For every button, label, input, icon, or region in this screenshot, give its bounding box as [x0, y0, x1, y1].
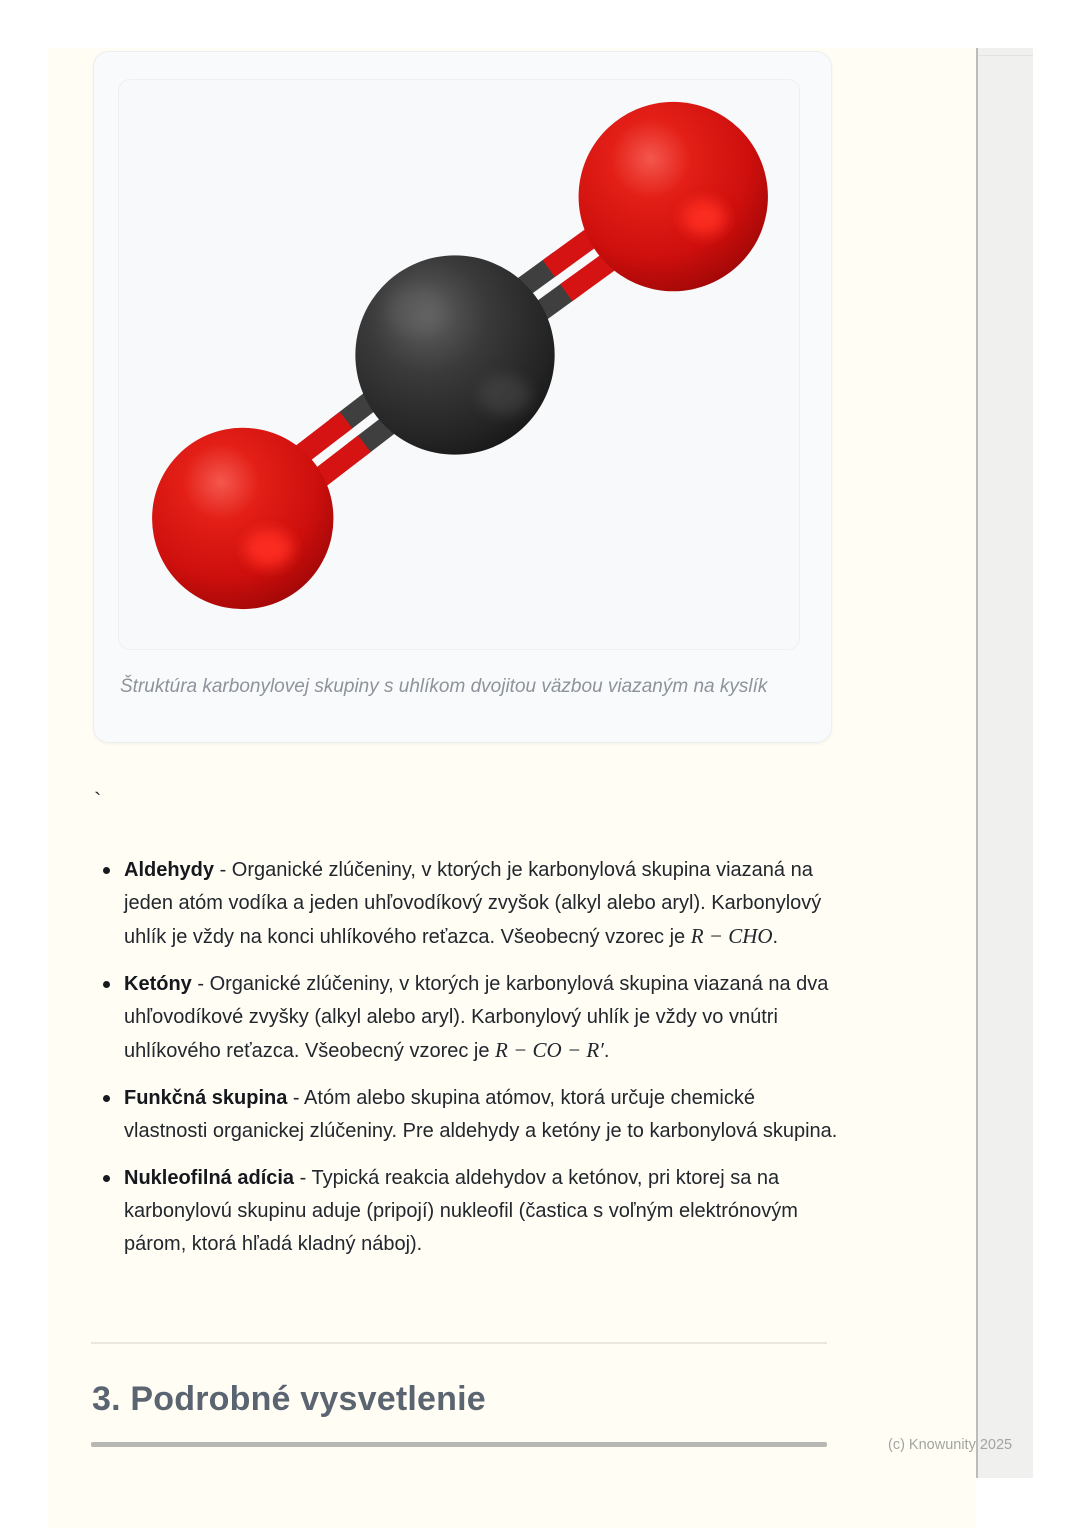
molecule-figure	[118, 79, 800, 650]
watermark-copyright: (c) Knowunity 2025	[888, 1437, 1013, 1453]
term-definition: - Typická reakcia aldehydov a ketónov, pri ktorej sa na karbonylovú skupinu aduje (pripojí) nukleofil (častica s voľným elektrónovým párom, ktorá hľadá kladný náboj).	[124, 1167, 798, 1255]
term-label: Nukleofilná adícia	[124, 1167, 295, 1189]
bullet-dot-icon	[103, 1175, 110, 1182]
term-label: Aldehydy	[124, 859, 215, 881]
bullet-dot-icon	[103, 981, 110, 988]
oxygen-atom-bottom-left	[152, 428, 333, 609]
math-formula: R − CHO	[690, 924, 773, 948]
term-definition: - Organické zlúčeniny, v ktorých je karbonylová skupina viazaná na dva uhľovodíkové zvyšky (alkyl alebo aryl). Karbonylový uhlík je vždy vo vnútri uhlíkového reťazca. Všeobecný vzorec je	[124, 973, 829, 1062]
bullet-dot-icon	[103, 1095, 110, 1102]
section-heading: 3. Podrobné vysvetlenie	[92, 1380, 486, 1418]
scrollbar-track-edge	[978, 55, 1033, 56]
sentence-end: .	[603, 1040, 610, 1062]
term-label: Ketóny	[124, 973, 192, 995]
definition-list	[96, 854, 840, 1275]
math-formula: R − CO − R′	[495, 1038, 604, 1062]
document-sheet	[48, 48, 976, 1528]
term-definition: - Organické zlúčeniny, v ktorých je karbonylová skupina viazaná na jeden atóm vodíka a jeden uhľovodíkový zvyšok (alkyl alebo aryl). Karbonylový uhlík je vždy na konci uhlíkového reťazca. Všeobecný vzorec je	[124, 859, 822, 948]
term-label: Funkčná skupina	[124, 1087, 288, 1109]
oxygen-atom-top-right	[579, 102, 768, 291]
sentence-end: .	[772, 926, 779, 948]
list-item	[96, 1082, 840, 1148]
figure-caption: Štruktúra karbonylovej skupiny s uhlíkom dvojitou väzbou viazaným na kyslík	[120, 676, 768, 697]
bullet-dot-icon	[103, 867, 110, 874]
section-divider	[91, 1342, 827, 1344]
stray-backtick: `	[94, 788, 102, 813]
list-item	[96, 854, 840, 954]
list-item	[96, 1162, 840, 1261]
list-item	[96, 968, 840, 1068]
term-definition: - Atóm alebo skupina atómov, ktorá určuje chemické vlastnosti organickej zlúčeniny. Pre aldehydy a ketóny je to karbonylová skupina.	[124, 1087, 838, 1142]
co2-molecule-illustration	[119, 80, 799, 649]
scrollbar-track[interactable]	[976, 48, 1033, 1478]
figure-card	[93, 51, 832, 743]
heading-underline	[91, 1442, 827, 1447]
carbon-atom	[355, 255, 554, 454]
